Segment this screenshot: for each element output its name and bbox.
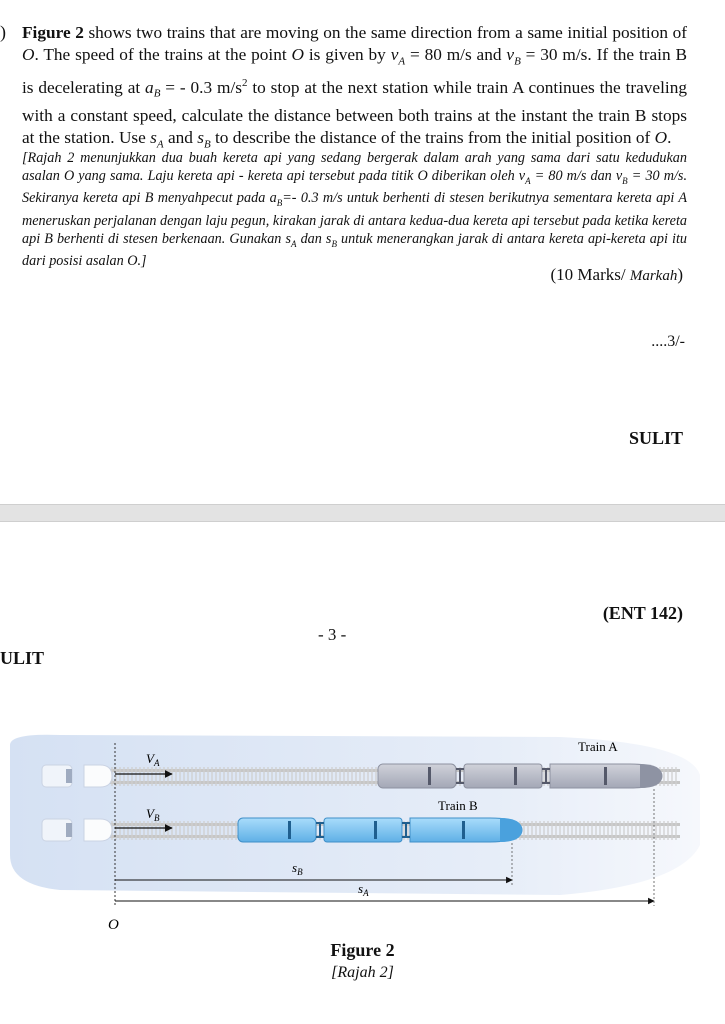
train-b [238, 818, 522, 842]
train-a-label: Train A [578, 739, 618, 754]
question-translation: [Rajah 2 menunjukkan dua buah kereta api yang sedang bergerak dalam arah yang sama dari satu kedudukan asalan O yang sama. Laju kereta api - kereta api tersebut pada titik O diberikan oleh $v_A = 80$ m/s dan $v_B = 30$ m/s. Sekiranya kereta api B menyahpecut pada $a_B=-$ 0.3 m/s untuk berhenti di stesen berikutnya sementara kereta api A meneruskan perjalanan dengan laju pegun, kirakan jarak di antara kedua-dua kereta api tersebut pada ketika kereta api B berhenti di stesen berkenaan. Gunakan $s_A$ dan $s_B$ untuk menerangkan jarak di antara kereta api-kereta api itu dari posisi asalan O.] [22, 150, 687, 270]
marks-label: (10 Marks/ Markah) [550, 265, 683, 284]
sb-label: $s_B$ [292, 860, 303, 877]
va-label: $V_A$ [146, 751, 160, 768]
sa-label: $s_A$ [358, 881, 369, 898]
course-code: (ENT 142) [602, 603, 683, 623]
motion-glow [10, 735, 700, 895]
vb-label: $V_B$ [146, 806, 160, 823]
train-b-label: Train B [438, 798, 478, 813]
figure-2-diagram [0, 725, 725, 935]
figure-caption-malay: [Rajah 2] [331, 964, 394, 981]
figure-caption: Figure 2 [330, 940, 395, 960]
footer-sulit: SULIT [628, 428, 683, 448]
question-text: Figure 2 shows two trains that are moving on the same direction from a same initial position of O. The speed of the trains at the point O is given by $v_A = 80$ m/s and $v_B = 30$ m/s. If the train B is decelerating at $a_B$ = - 0.3 $m/s^2$ to stop at the next station while train A continues the traveling with a constant speed, calculate the distance between both trains at the instant the train B stops at the station. Use $s_A$ and $s_B$ to describe the distance of the trains from the initial position of O. [22, 23, 687, 151]
page-number: - 3 - [318, 625, 347, 644]
origin-label: O [108, 917, 119, 933]
question-label: ) [0, 22, 6, 42]
figure-reference: Figure 2 [22, 23, 84, 42]
page-separator [0, 504, 725, 522]
continuation-marker: ....3/- [651, 333, 685, 350]
header-sulit: ULIT [0, 648, 45, 668]
train-a [378, 764, 662, 788]
